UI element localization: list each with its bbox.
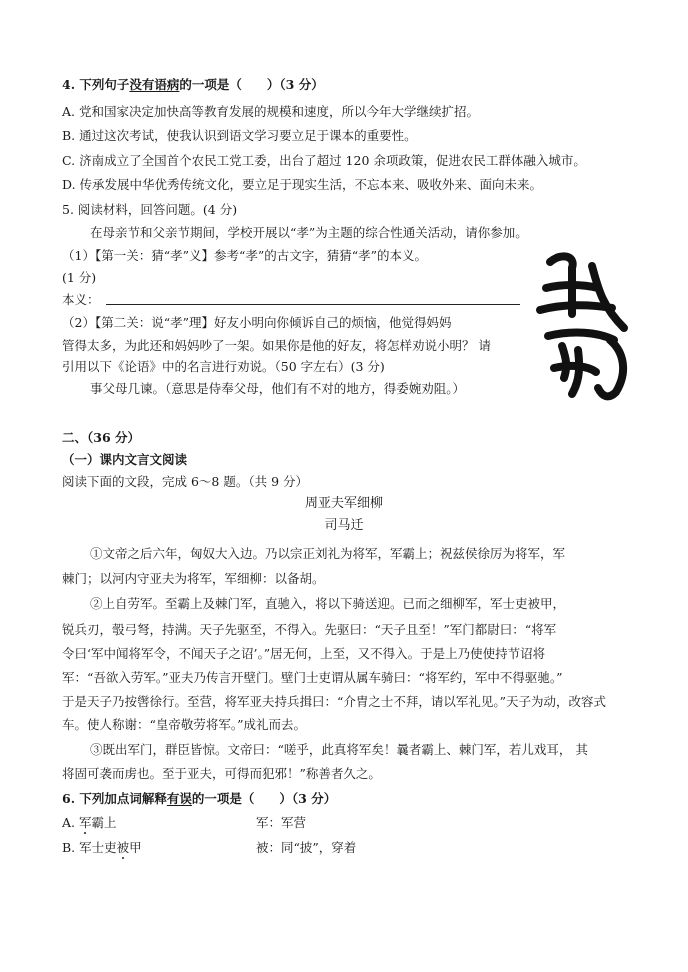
q6-option-b-rest: 甲 <box>129 840 142 855</box>
q4-option-c: C. 济南成立了全国首个农民工党工委，出台了超过 120 余项政策，促进农民工群体融入城市。 <box>62 153 586 168</box>
q6-option-a-dotted-word: 军 <box>78 815 92 830</box>
passage-line: 棘门；以河内守亚夫为将军，军细柳：以备胡。 <box>62 571 325 586</box>
q5-answer-label: 本义： <box>62 292 100 307</box>
section2-instruction: 阅读下面的文段，完成 6～8 题。（共 9 分） <box>62 474 309 489</box>
q5-part1-score: (1 分) <box>62 270 97 285</box>
passage-line: ①文帝之后六年，匈奴大入边。乃以宗正刘礼为将军，军霸上；祝兹侯徐厉为将军，军 <box>90 546 566 561</box>
passage-line: 于是天子乃按辔徐行。至营，将军亚夫持兵揖曰：“介胄之士不拜，请以军礼见。”天子为动，改容式 <box>62 694 607 709</box>
q6-option-b <box>62 840 142 856</box>
section2-subheading: （一）课内文言文阅读 <box>62 452 188 467</box>
passage-line: 车。使人称谢：“皇帝敬劳将军。”成礼而去。 <box>62 717 307 732</box>
passage-author: 司马迁 <box>324 518 364 533</box>
q6-stem-suffix: 的一项是（ ）（3 分） <box>191 791 337 806</box>
q5-part2-line3: 引用以下《论语》中的名言进行劝说。（50 字左右）(3 分) <box>62 359 385 374</box>
seal-script-xiao-image <box>532 248 644 406</box>
q6-option-a-rest: 霸上 <box>91 815 117 830</box>
q6-option-a-gloss: 军：军营 <box>256 815 307 830</box>
answer-line[interactable] <box>106 304 520 305</box>
passage-line: ③既出军门，群臣皆惊。文帝曰：“嗟乎，此真将军矣！曩者霸上、棘门军，若儿戏耳， 其 <box>90 742 588 757</box>
passage-line: 将固可袭而虏也。至于亚夫，可得而犯邪！”称善者久之。 <box>62 766 381 781</box>
q4-option-b: B. 通过这次考试，使我认识到语文学习要立足于课本的重要性。 <box>62 128 417 143</box>
passage-line: 军：“吾欲入劳军。”亚夫乃传言开壁门。壁门士吏谓从属车骑曰：“将军约，军中不得驱驰。” <box>62 670 563 685</box>
q5-part2-line2: 管得太多，为此还和妈妈吵了一架。如果你是他的好友，将怎样劝说小明？ 请 <box>62 338 491 353</box>
q6-stem-prefix: 6. 下列加点词解释 <box>62 791 167 806</box>
q5-intro: 在母亲节和父亲节期间，学校开展以“孝”为主题的综合性通关活动，请你参加。 <box>90 225 528 240</box>
q4-stem <box>62 77 324 93</box>
q4-option-a: A. 党和国家决定加快高等教育发展的规模和速度，所以今年大学继续扩招。 <box>62 104 479 119</box>
q6-stem-emphasis: 有误 <box>166 791 192 806</box>
passage-line: ②上自劳军。至霸上及棘门军，直驰入，将以下骑送迎。已而之细柳军，军士吏被甲， <box>90 596 566 611</box>
q6-stem <box>62 791 336 807</box>
q6-option-b-dotted-word: 被 <box>116 840 130 855</box>
section2-heading: 二、（36 分） <box>62 430 140 445</box>
q4-stem-emphasis: 没有语病 <box>129 77 180 92</box>
passage-line: 令曰‘军中闻将军令，不闻天子之诏’。”居无何，上至，又不得入。于是上乃使使持节诏将 <box>62 646 546 661</box>
q6-option-b-gloss: 被：同“披”，穿着 <box>256 840 357 855</box>
q5-part2-line1: （2）【第二关：说“孝”理】好友小明向你倾诉自己的烦恼，他觉得妈妈 <box>62 315 452 330</box>
passage-line: 锐兵刃，彀弓弩，持满。天子先驱至，不得入。先驱曰：“天子且至！”军门都尉曰：“将军 <box>62 622 557 637</box>
q6-option-a-label: A. <box>62 815 79 830</box>
q5-part1: （1）【第一关：猜“孝”义】参考“孝”的古文字，猜猜“孝”的本义。 <box>62 248 428 263</box>
q4-option-d: D. 传承发展中华优秀传统文化，要立足于现实生活，不忘本来、吸收外来、面向未来。 <box>62 177 543 192</box>
q6-option-a <box>62 815 117 831</box>
passage-title: 周亚夫军细柳 <box>304 496 383 511</box>
q4-stem-suffix: 的一项是（ ）（3 分） <box>179 77 324 92</box>
q5-stem: 5. 阅读材料，回答问题。(4 分) <box>62 202 238 217</box>
q6-option-b-label: B. 军士吏 <box>62 840 117 855</box>
q5-quote: 事父母几谏。（意思是侍奉父母，他们有不对的地方，得委婉劝阻。） <box>90 381 466 396</box>
q4-stem-prefix: 4. 下列句子 <box>62 77 130 92</box>
